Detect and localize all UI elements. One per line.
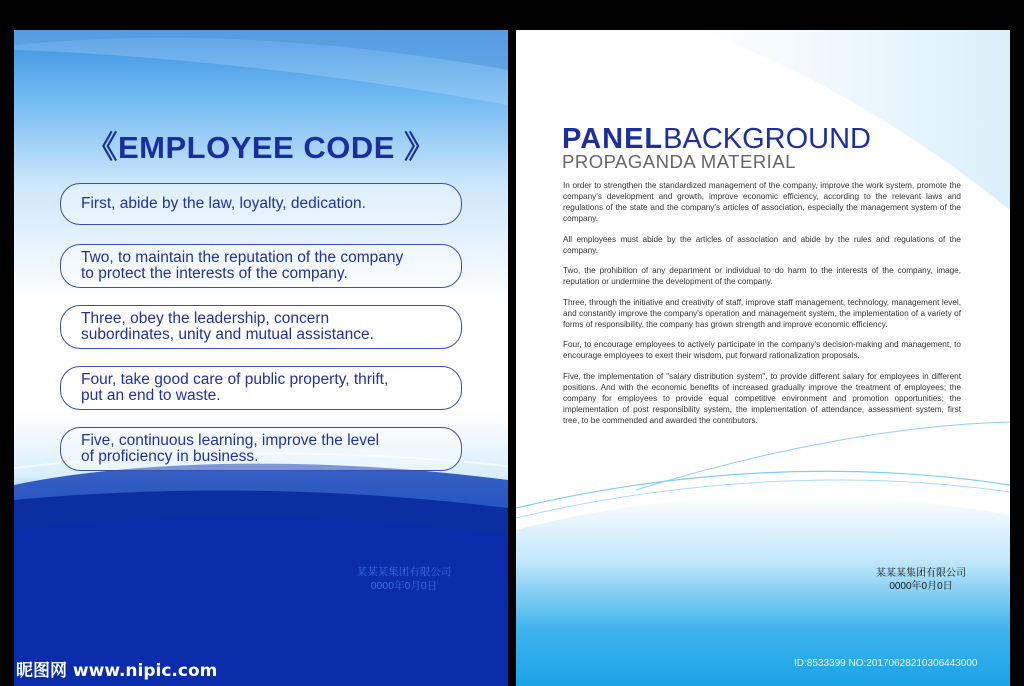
code-item-text-line1: Two, to maintain the reputation of the company [81,249,404,266]
paragraph: In order to strengthen the standardized management of the company, improve the work system, promote the company's development and growth, improve economic efficiency, according to the relevant laws and regulations of the state and the company's articles of association, especially the management system of the company. [563,181,961,223]
code-item-text-line1: Five, continuous learning, improve the level [81,432,380,449]
nipic-watermark: 昵图网 www.nipic.com [16,661,218,681]
image-id-watermark: ID:8533399 NO:20170628210306443000 [794,658,978,669]
right-panel [516,30,1010,686]
code-item-text: First, abide by the law, loyalty, dedication. [81,195,366,212]
left-company-block [344,565,464,593]
paragraph: Four, to encourage employees to actively participate in the company's decision-making and management, to encourage employees to exert their wisdom, put forward rationalization proposals. [563,340,961,360]
company-date: 0000年0月0日 [370,580,438,592]
code-item-text-line2: put an end to waste. [81,387,221,404]
code-item-text-line2: of proficiency in business. [81,448,259,465]
employee-code-title: 《EMPLOYEE CODE 》 [86,130,436,165]
paragraph: Five, the implementation of "salary distribution system", to provide different salary for employees in different positions. And with the economic benefits of increased gradually improve the treatment of employees; the company for employees to provide equal competitive environment and promotion opportunities; the implementation of post responsibility system, the implementation of attendance, assessment system, first tree, to be commended and awarded the contributors. [563,371,961,425]
header-bold: PANEL [562,123,664,155]
header-light: BACKGROUND [663,123,871,155]
right-company-block [861,567,981,593]
paragraph: Three, through the initiative and creativity of staff, improve staff management, technology, management level, and constantly improve the company's operation and management system, the implementation of a variety of forms of responsibility, the company has grown strength and improve economic efficiency. [563,297,961,329]
company-name: 某某某集团有限公司 [876,568,966,579]
code-item-text-line1: Three, obey the leadership, concern [81,310,330,327]
code-item-text-line2: subordinates, unity and mutual assistance. [81,326,374,343]
code-item-2 [60,244,462,288]
panel-background-header [562,124,871,154]
left-panel [14,30,508,686]
code-item-4 [60,366,462,410]
paragraph: All employees must abide by the articles of association and abide by the rules and regulations of the company. [563,234,961,255]
code-item-text-line2: to protect the interests of the company. [81,265,348,282]
code-item-5 [60,427,462,471]
code-item-3 [60,305,462,349]
body-text [563,180,961,435]
code-item-1 [60,183,462,225]
propaganda-subheader: PROPAGANDA MATERIAL [562,151,796,172]
code-item-text-line1: Four, take good care of public property, thrift, [81,371,389,388]
company-name: 某某某集团有限公司 [356,566,452,578]
paragraph: Two, the prohibition of any department or individual to do harm to the interests of the company, image, reputation or undermine the development of the company. [563,266,961,286]
company-date: 0000年0月0日 [889,581,953,592]
